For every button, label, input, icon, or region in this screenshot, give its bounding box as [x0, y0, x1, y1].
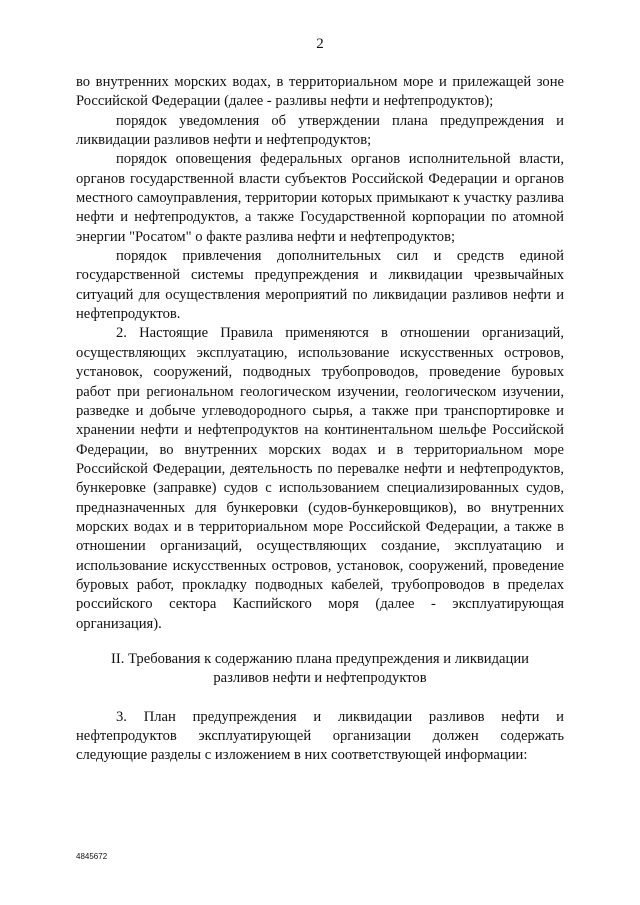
document-body — [76, 73, 564, 766]
paragraph-notification-procedure: порядок уведомления об утверждении плана предупреждения и ликвидации разливов нефти и нефтепродуктов; — [76, 112, 564, 149]
page-number: 2 — [316, 36, 324, 52]
document-code: 4845672 — [76, 852, 108, 861]
paragraph-continuation: во внутренних морских водах, в территориальном море и прилежащей зоне Российской Федерации (далее - разливы нефти и нефтепродуктов); — [76, 74, 564, 110]
paragraph-alert-procedure: порядок оповещения федеральных органов исполнительной власти, органов государственной власти субъектов Российской Федерации и органов местного самоуправления, территории которых примыкают к участку разлива нефти и нефтепродуктов, а также Государственной корпорации по атомной энергии "Росатом" о факте разлива нефти и нефтепродуктов; — [76, 151, 564, 245]
section-heading-line-2: разливов нефти и нефтепродуктов — [213, 670, 427, 687]
paragraph-item-2: 2. Настоящие Правила применяются в отношении организаций, осуществляющих эксплуатацию, использование искусственных островов, установок, сооружений, подводных трубопроводов, проведение буровых работ при региональном геологическом изучении, геологическом изучении, разведке и добыче углеводородного сырья, а также при транспортировке и хранении нефти и нефтепродуктов на континентальном шельфе Российской Федерации, во внутренних морских водах и в территориальном море Российской Федерации, деятельность по перевалке нефти и нефтепродуктов, бункеровке (заправке) судов с использованием специализированных судов, предназначенных для бункеровки (судов-бункеровщиков), во внутренних морских водах и в территориальном море Российской Федерации, а также в отношении организаций, осуществляющих создание, эксплуатацию и использование искусственных островов, установок, сооружений, проведение буровых работ, прокладку подводных кабелей, трубопроводов в пределах российского сектора Каспийского моря (далее - эксплуатирующая организация). — [76, 325, 564, 632]
paragraph-additional-forces: порядок привлечения дополнительных сил и средств единой государственной системы предупреждения и ликвидации чрезвычайных ситуаций для осуществления мероприятий по ликвидации разливов нефти и нефтепродуктов. — [76, 248, 564, 323]
section-heading-line-1: II. Требования к содержанию плана предупреждения и ликвидации — [111, 650, 529, 667]
paragraph-item-3: 3. План предупреждения и ликвидации разливов нефти и нефтепродуктов эксплуатирующей организации должен содержать следующие разделы с изложением в них соответствующей информации: — [76, 708, 564, 764]
section-heading — [76, 650, 564, 689]
